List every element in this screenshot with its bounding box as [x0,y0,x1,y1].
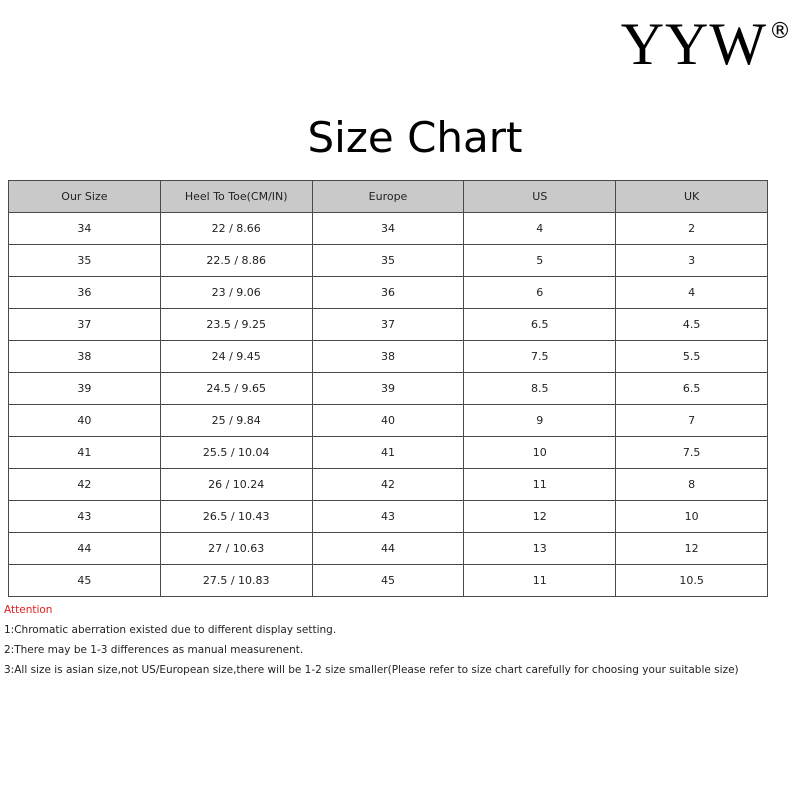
table-row [9,469,768,501]
table-cell: 7 [616,405,768,437]
notes-section [4,600,796,680]
table-cell: 24 / 9.45 [160,341,312,373]
table-cell: 2 [616,213,768,245]
table-row [9,373,768,405]
table-row [9,437,768,469]
table-cell: 4 [464,213,616,245]
table-cell: 41 [9,437,161,469]
table-cell: 5 [464,245,616,277]
table-row [9,533,768,565]
note-item: 1:Chromatic aberration existed due to different display setting. [4,624,337,636]
table-header-row [9,181,768,213]
brand-logo [621,4,792,84]
table-cell: 42 [312,469,464,501]
table-cell: 11 [464,565,616,597]
table-cell: 4 [616,277,768,309]
table-row [9,277,768,309]
table-cell: 36 [312,277,464,309]
column-header-europe: Europe [312,181,464,213]
table-cell: 44 [9,533,161,565]
brand-logo-text: YYW [620,11,767,77]
table-cell: 27.5 / 10.83 [160,565,312,597]
table-cell: 6 [464,277,616,309]
table-cell: 13 [464,533,616,565]
table-body [9,213,768,597]
table-cell: 12 [616,533,768,565]
table-cell: 43 [9,501,161,533]
table-cell: 5.5 [616,341,768,373]
size-table [8,180,768,597]
table-cell: 7.5 [464,341,616,373]
column-header-heel-to-toe: Heel To Toe(CM/IN) [160,181,312,213]
table-cell: 45 [312,565,464,597]
table-cell: 34 [9,213,161,245]
table-cell: 42 [9,469,161,501]
table-cell: 6.5 [464,309,616,341]
table-cell: 24.5 / 9.65 [160,373,312,405]
table-cell: 23.5 / 9.25 [160,309,312,341]
table-cell: 36 [9,277,161,309]
table-cell: 35 [312,245,464,277]
table-cell: 25 / 9.84 [160,405,312,437]
table-cell: 26.5 / 10.43 [160,501,312,533]
table-cell: 11 [464,469,616,501]
table-cell: 23 / 9.06 [160,277,312,309]
table-cell: 45 [9,565,161,597]
table-cell: 22 / 8.66 [160,213,312,245]
table-cell: 8 [616,469,768,501]
table-cell: 8.5 [464,373,616,405]
column-header-our-size: Our Size [9,181,161,213]
table-cell: 41 [312,437,464,469]
table-row [9,213,768,245]
column-header-us: US [464,181,616,213]
page-title: Size Chart [307,113,523,162]
table-cell: 34 [312,213,464,245]
table-cell: 40 [9,405,161,437]
table-cell: 7.5 [616,437,768,469]
note-item: 3:All size is asian size,not US/European size,there will be 1-2 size smaller(Please refer to size chart carefully for choosing your suitable size) [4,664,739,676]
attention-heading: Attention [4,604,53,616]
table-cell: 10 [464,437,616,469]
registered-mark: ® [769,19,792,44]
table-cell: 10.5 [616,565,768,597]
table-row [9,405,768,437]
table-cell: 9 [464,405,616,437]
table-row [9,245,768,277]
table-cell: 27 / 10.63 [160,533,312,565]
table-cell: 35 [9,245,161,277]
table-row [9,309,768,341]
table-cell: 37 [9,309,161,341]
table-cell: 26 / 10.24 [160,469,312,501]
table-cell: 38 [9,341,161,373]
table-cell: 38 [312,341,464,373]
table-cell: 6.5 [616,373,768,405]
table-cell: 39 [312,373,464,405]
table-cell: 39 [9,373,161,405]
table-cell: 12 [464,501,616,533]
table-cell: 22.5 / 8.86 [160,245,312,277]
table-cell: 40 [312,405,464,437]
table-cell: 10 [616,501,768,533]
column-header-uk: UK [616,181,768,213]
table-row [9,501,768,533]
table-cell: 25.5 / 10.04 [160,437,312,469]
table-cell: 43 [312,501,464,533]
table-cell: 44 [312,533,464,565]
table-row [9,565,768,597]
note-item: 2:There may be 1-3 differences as manual measurenent. [4,644,304,656]
table-cell: 3 [616,245,768,277]
table-cell: 4.5 [616,309,768,341]
table-cell: 37 [312,309,464,341]
table-row [9,341,768,373]
